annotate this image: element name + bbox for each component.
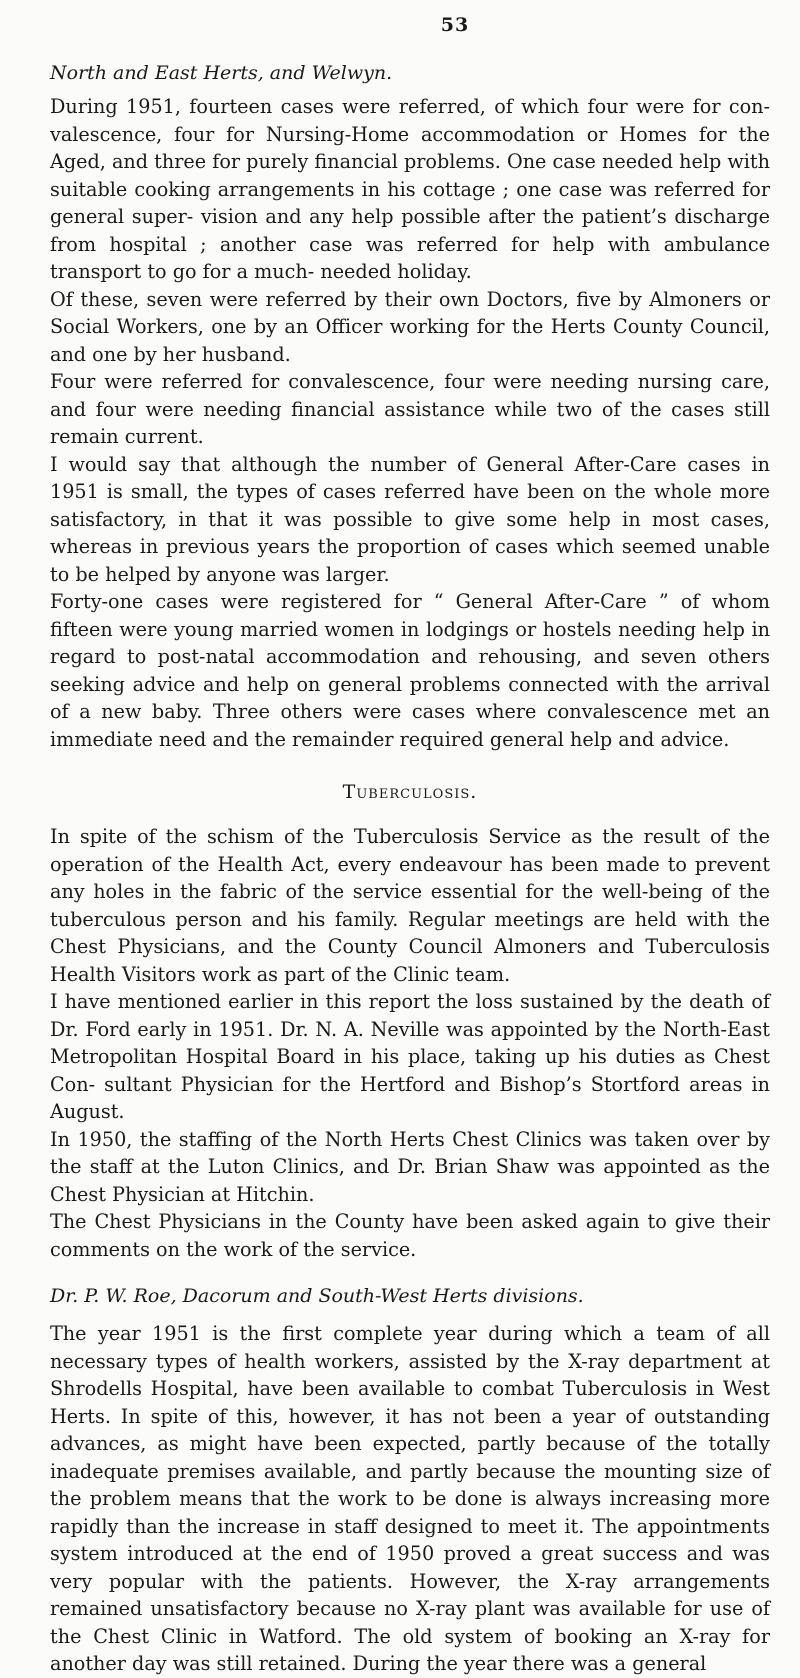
section-heading-north-east-herts: North and East Herts, and Welwyn. [50,62,393,84]
document-page [50,14,770,1678]
paragraph: Of these, seven were referred by their own Doctors, five by Almoners or Social Workers, one by an Officer working for the Herts County Council, and one by her husband. [50,287,770,366]
paragraph: The year 1951 is the first complete year during which a team of all necessary types of health workers, assisted by the X-ray department at Shrodells Hospital, have been available to combat Tuberculosis in West Herts. In spite of this, however, it has not been a year of outstanding advances, as might have been expected, partly because of the totally inadequate premises available, and partly because the mounting size of the problem means that the work to be done is always increasing more rapidly than the increase in staff designed to meet it. The appointments system introduced at the end of 1950 proved a great success and was very popular with the patients. However, the X-ray arrangements remained unsatisfactory because no X-ray plant was available for use of the Chest Clinic in Watford. The old system of booking an X-ray for another day was still retained. During the year there was a general [50,1322,770,1675]
paragraph: The Chest Physicians in the County have been asked again to give their comments on the work of the service. [50,1210,770,1261]
paragraph: I would say that although the number of General After-Care cases in 1951 is small, the types of cases referred have been on the whole more satisfactory, in that it was possible to give some help in most cases, whereas in previous years the proportion of cases which seemed unable to be helped by anyone was larger. [50,452,770,586]
paragraph: During 1951, fourteen cases were referred, of which four were for con- valescence, four for Nursing-Home accommodation or Homes for the Aged, and three for purely financial problems. One case needed help with suitable cooking arrangements in his cottage ; one case was referred for general super- vision and any help possible after the patient’s discharge from hospital ; another case was referred for help with ambulance transport to go for a much- needed holiday. [50,95,770,283]
paragraph: I have mentioned earlier in this report the loss sustained by the death of Dr. Ford early in 1951. Dr. N. A. Neville was appointed by the North-East Metropolitan Hospital Board in his place, taking up his duties as Chest Con- sultant Physician for the Hertford and Bishop’s Stortford areas in August. [50,990,770,1123]
section-heading-tuberculosis: Tuberculosis. [342,781,478,803]
paragraph: Forty-one cases were registered for “ General After-Care ” of whom fifteen were young married women in lodgings or hostels needing help in regard to post-natal accommodation and rehousing, and seven others seeking advice and help on general problems connected with the arrival of a new baby. Three others were cases where convalescence met an immediate need and the remainder required general help and advice. [50,590,770,751]
paragraph: In 1950, the staffing of the North Herts Chest Clinics was taken over by the staff at the Luton Clinics, and Dr. Brian Shaw was appointed as the Chest Physician at Hitchin. [50,1127,770,1206]
paragraph: In spite of the schism of the Tuberculosis Service as the result of the operation of the Health Act, every endeavour has been made to prevent any holes in the fabric of the service essential for the well-being of the tuberculous person and his family. Regular meetings are held with the Chest Physicians, and the County Council Almoners and Tuberculosis Health Visitors work as part of the Clinic team. [50,825,770,986]
paragraph: Four were referred for convalescence, four were needing nursing care, and four were needing financial assistance while two of the cases still remain current. [50,370,770,448]
section-heading-dr-roe: Dr. P. W. Roe, Dacorum and South-West Herts divisions. [50,1285,584,1307]
page-number: 53 [440,14,470,36]
